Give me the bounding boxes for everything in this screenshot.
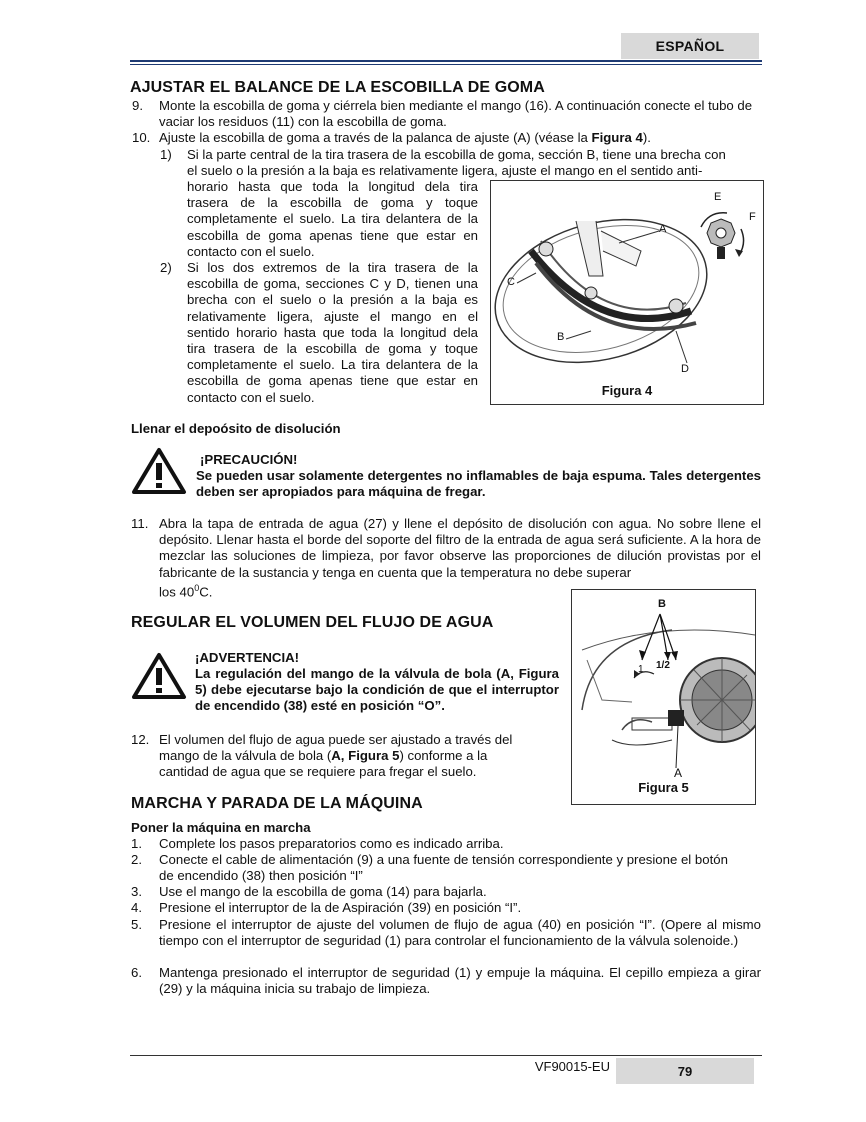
item-10-text-a: Ajuste la escobilla de goma a través de la palanca de ajuste (A) (véase la	[159, 130, 592, 145]
section-title-start-stop: MARCHA Y PARADA DE LA MÁQUINA	[131, 795, 423, 812]
figure-4-label-f: F	[749, 211, 756, 223]
step-6-text: Mantenga presionado el interruptor de seguridad (1) y empuje la máquina. El cepillo empieza a girar (29) y la máquina inicia su trabajo de limpieza.	[159, 965, 761, 997]
item-10-figure-ref: Figura 4	[591, 130, 643, 145]
document-id: VF90015-EU	[534, 1059, 610, 1074]
figure-4-label-b: B	[557, 331, 565, 343]
item-12-figure-ref: A, Figura 5	[331, 748, 400, 764]
item-11-text: Abra la tapa de entrada de agua (27) y llene el depósito de disolución con agua. No sobre llene el depósito. Llenar hasta el borde del soporte del filtro de la entrada de agua será suficiente. A la hora de mezclar las soluciones de limpieza, por favor observe las proporciones de dilución provistas por el fabricante de la sustancia y tenga en cuenta que la temperatura no debe superar	[159, 516, 761, 580]
squeegee-illustration	[491, 181, 763, 404]
figure-4-label-c: C	[507, 276, 515, 288]
header-rule-thin	[130, 64, 762, 65]
item-11-temp-sup: 0	[194, 583, 200, 593]
figure-4-label-a: A	[659, 223, 667, 235]
caution-title: ¡PRECAUCIÓN!	[200, 452, 298, 467]
figure-5-label-a: A	[674, 766, 683, 780]
sub-1-number: 1)	[160, 147, 172, 162]
item-11-temp-b: C.	[199, 584, 213, 600]
figure-4-label-e: E	[714, 191, 722, 203]
footer-rule	[130, 1055, 762, 1056]
sub-1-text-rest: horario hasta que toda la longitud dela tira trasera de la escobilla de goma y toque completamente el suelo. La tira delantera de la escobilla de goma apenas tiene que estar en contacto con el suelo.	[187, 179, 478, 259]
header-rule	[130, 60, 762, 62]
step-1-number: 1.	[131, 836, 142, 851]
step-5-number: 5.	[131, 917, 142, 932]
item-10-number: 10.	[132, 130, 151, 145]
sub-1-line-1: Si la parte central de la tira trasera de la escobilla de goma, sección B, tiene una brecha con	[187, 147, 726, 162]
step-3-number: 3.	[131, 884, 142, 899]
figure-4-caption: Figura 4	[601, 383, 653, 398]
page-number: 79	[616, 1058, 754, 1084]
section-title-squeegee-balance: AJUSTAR EL BALANCE DE LA ESCOBILLA DE GOMA	[130, 79, 545, 96]
warning-title: ¡ADVERTENCIA!	[195, 650, 300, 665]
item-11-temperature	[159, 580, 212, 601]
language-tab: ESPAÑOL	[621, 33, 759, 59]
fill-heading: Llenar el depoósito de disolución	[131, 421, 341, 436]
warning-triangle-icon	[131, 447, 187, 495]
warning-text: La regulación del mango de la válvula de bola (A, Figura 5) debe ejecutarse bajo la condición de que el interruptor de encendido (38) esté en posición “O”.	[195, 666, 559, 714]
step-4-number: 4.	[131, 900, 142, 915]
section-title-water-flow: REGULAR EL VOLUMEN DEL FLUJO DE AGUA	[131, 614, 494, 631]
item-9-number: 9.	[132, 98, 143, 113]
item-12-text-a: El volumen del flujo de agua puede ser ajustado a través del mango de la válvula de bola (	[159, 732, 513, 764]
step-3-text: Use el mango de la escobilla de goma (14) para bajarla.	[159, 884, 487, 899]
item-12-number: 12.	[131, 732, 150, 747]
figure-5-label-half: 1/2	[656, 660, 670, 671]
ball-valve-illustration	[572, 590, 755, 804]
item-10-text	[159, 130, 761, 146]
step-2-text: Conecte el cable de alimentación (9) a una fuente de tensión correspondiente y presione el botón de encendido (38) then posición “I”	[159, 852, 728, 884]
step-6-number: 6.	[131, 965, 142, 980]
item-11-number: 11.	[131, 516, 149, 531]
figure-5-caption: Figura 5	[638, 780, 689, 795]
step-4-text: Presione el interruptor de la de Aspiración (39) en posición “I”.	[159, 900, 522, 915]
item-12-text	[159, 732, 537, 781]
item-10-text-c: ).	[642, 130, 651, 145]
sub-1-line-2: el suelo o la presión a la baja es relativamente ligera, ajuste el mango en el sentido anti-	[187, 163, 703, 178]
sub-2-number: 2)	[160, 260, 172, 275]
item-11-temp-a: los 40	[159, 584, 195, 600]
figure-5	[571, 589, 756, 805]
start-subheading: Poner la máquina en marcha	[131, 820, 311, 835]
figure-5-label-one: 1	[638, 664, 644, 675]
figure-4	[490, 180, 764, 405]
step-1-text: Complete los pasos preparatorios como es indicado arriba.	[159, 836, 504, 851]
sub-2-text: Si los dos extremos de la tira trasera de la escobilla de goma, secciones C y D, tienen una brecha con el suelo o la presión a la baja es relativamente ligera, ajuste el mango en el sentido horario hasta que toda la longitud dela tira trasera de la escobilla de goma y toque completamente el suelo. La tira delantera de la escobilla de goma apenas tiene que estar en contacto con el suelo.	[187, 260, 478, 405]
step-5-text: Presione el interruptor de ajuste del volumen de flujo de agua (40) en posición “I”. (Opere al mismo tiempo con el interruptor de seguridad (1) para controlar el funcionamiento de la válvula solenoide.)	[159, 917, 761, 949]
figure-5-label-b: B	[658, 598, 666, 610]
item-12-text-c: ) conforme a la cantidad de agua que se requiere para fregar el suelo.	[159, 748, 488, 780]
step-2-number: 2.	[131, 852, 142, 867]
warning-triangle-icon	[131, 652, 187, 700]
caution-text: Se pueden usar solamente detergentes no inflamables de baja espuma. Tales detergentes deben ser apropiados para máquina de fregar.	[196, 468, 761, 500]
item-9-text: Monte la escobilla de goma y ciérrela bien mediante el mango (16). A continuación conecte el tubo de vaciar los residuos (11) con la escobilla de goma.	[159, 98, 753, 130]
figure-4-label-d: D	[681, 363, 689, 375]
